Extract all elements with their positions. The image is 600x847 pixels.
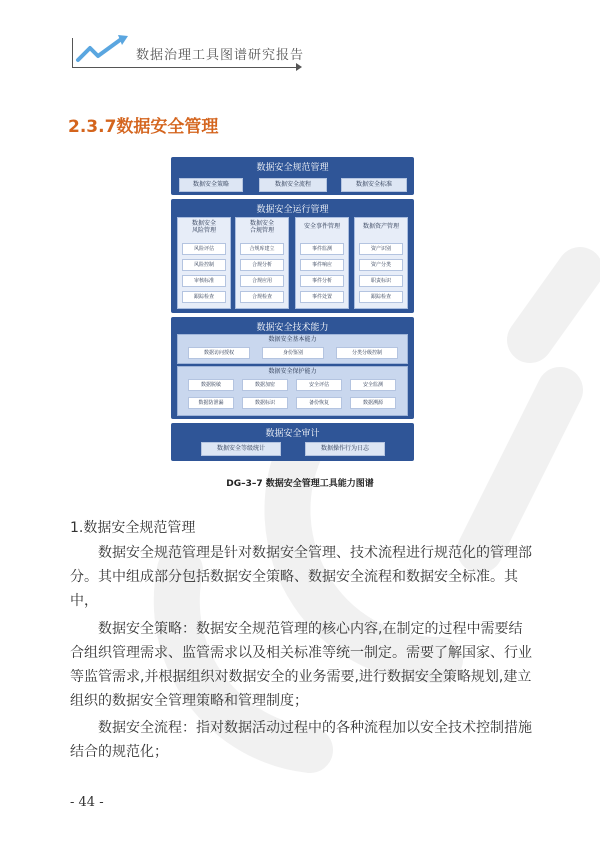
header-arrow-icon <box>296 63 302 71</box>
header-rule <box>72 67 300 68</box>
diagram-box: 数据安全策略 <box>179 178 243 192</box>
panel-title: 数据安全保护能力 <box>268 368 317 375</box>
column-item: 资产识别 <box>359 243 403 255</box>
layer-title: 数据安全规范管理 <box>256 163 329 173</box>
column-item: 合规库建立 <box>240 243 284 255</box>
column-item: 资产分类 <box>359 259 403 271</box>
column-title: 数据安全 合规管理 <box>249 220 274 234</box>
capability-diagram <box>171 157 414 461</box>
layer-title: 数据安全审计 <box>265 429 320 439</box>
diagram-box: 分类分级控制 <box>336 347 398 359</box>
panel-basic-capability <box>177 334 408 364</box>
layer-title: 数据安全运行管理 <box>256 205 329 215</box>
trend-logo-icon <box>72 34 132 68</box>
figure-caption: DG–3–7 数据安全管理工具能力图谱 <box>226 479 374 489</box>
column-compliance-management <box>235 217 289 309</box>
panel-protection-capability <box>177 366 408 416</box>
panel-title: 数据安全基本能力 <box>268 336 317 343</box>
page-number: - 44 - <box>70 795 104 810</box>
diagram-box: 数据操作行为日志 <box>305 442 385 456</box>
column-risk-management <box>177 217 231 309</box>
column-asset-management <box>354 217 408 309</box>
diagram-box: 身份鉴别 <box>262 347 324 359</box>
column-item: 跟踪检查 <box>359 291 403 303</box>
column-item: 合规分析 <box>240 259 284 271</box>
column-item: 事件响应 <box>300 259 344 271</box>
diagram-box: 数据安全等级统计 <box>201 442 281 456</box>
diagram-box: 数据访问授权 <box>188 347 250 359</box>
subheading: 1.数据安全规范管理 <box>70 520 196 536</box>
paragraph: 数据安全规范管理是针对数据安全管理、技术流程进行规范化的管理部分。其中组成部分包括数据安全策略、数据安全流程和数据安全标准。其中， <box>70 545 532 609</box>
column-title: 数据资产管理 <box>362 223 399 230</box>
layer-audit <box>171 423 414 461</box>
column-item: 审核标准 <box>182 275 226 287</box>
paragraph: 数据安全流程：指对数据活动过程中的各种流程加以安全技术控制措施结合的规范化； <box>70 720 532 760</box>
diagram-box: 数据脱敏 <box>188 379 234 391</box>
column-item: 风险评估 <box>182 243 226 255</box>
diagram-box: 数据溯源 <box>350 397 396 409</box>
column-item: 合规应用 <box>240 275 284 287</box>
diagram-box: 数据防泄漏 <box>188 397 234 409</box>
diagram-box: 数据安全标准 <box>341 178 407 192</box>
diagram-box: 安全评估 <box>296 379 342 391</box>
diagram-box: 安全监测 <box>350 379 396 391</box>
column-item: 事件监测 <box>300 243 344 255</box>
section-heading: 2.3.7数据安全管理 <box>68 117 219 137</box>
column-item: 合规检查 <box>240 291 284 303</box>
column-item: 职责标识 <box>359 275 403 287</box>
diagram-box: 数据加密 <box>242 379 288 391</box>
column-item: 风险控制 <box>182 259 226 271</box>
layer-operation-management <box>171 199 414 313</box>
diagram-box: 备份恢复 <box>296 397 342 409</box>
column-title: 安全事件管理 <box>303 223 340 230</box>
column-item: 事件处置 <box>300 291 344 303</box>
layer-title: 数据安全技术能力 <box>256 323 329 333</box>
column-item: 跟踪检查 <box>182 291 226 303</box>
diagram-box: 数据标识 <box>242 397 288 409</box>
column-incident-management <box>295 217 349 309</box>
header-title: 数据治理工具图谱研究报告 <box>136 48 305 63</box>
diagram-box: 数据安全流程 <box>259 178 327 192</box>
column-item: 事件分析 <box>300 275 344 287</box>
layer-technical-capability <box>171 317 414 419</box>
column-title: 数据安全 风险管理 <box>191 220 216 234</box>
paragraph: 数据安全策略：数据安全规范管理的核心内容,在制定的过程中需要结合组织管理需求、监管需求以及相关标准等统一制定。需要了解国家、行业等监管需求,并根据组织对数据安全的业务需要,进行数据安全策略规划,建立组织的数据安全管理策略和管理制度； <box>70 621 532 709</box>
layer-standard-management <box>171 157 414 195</box>
